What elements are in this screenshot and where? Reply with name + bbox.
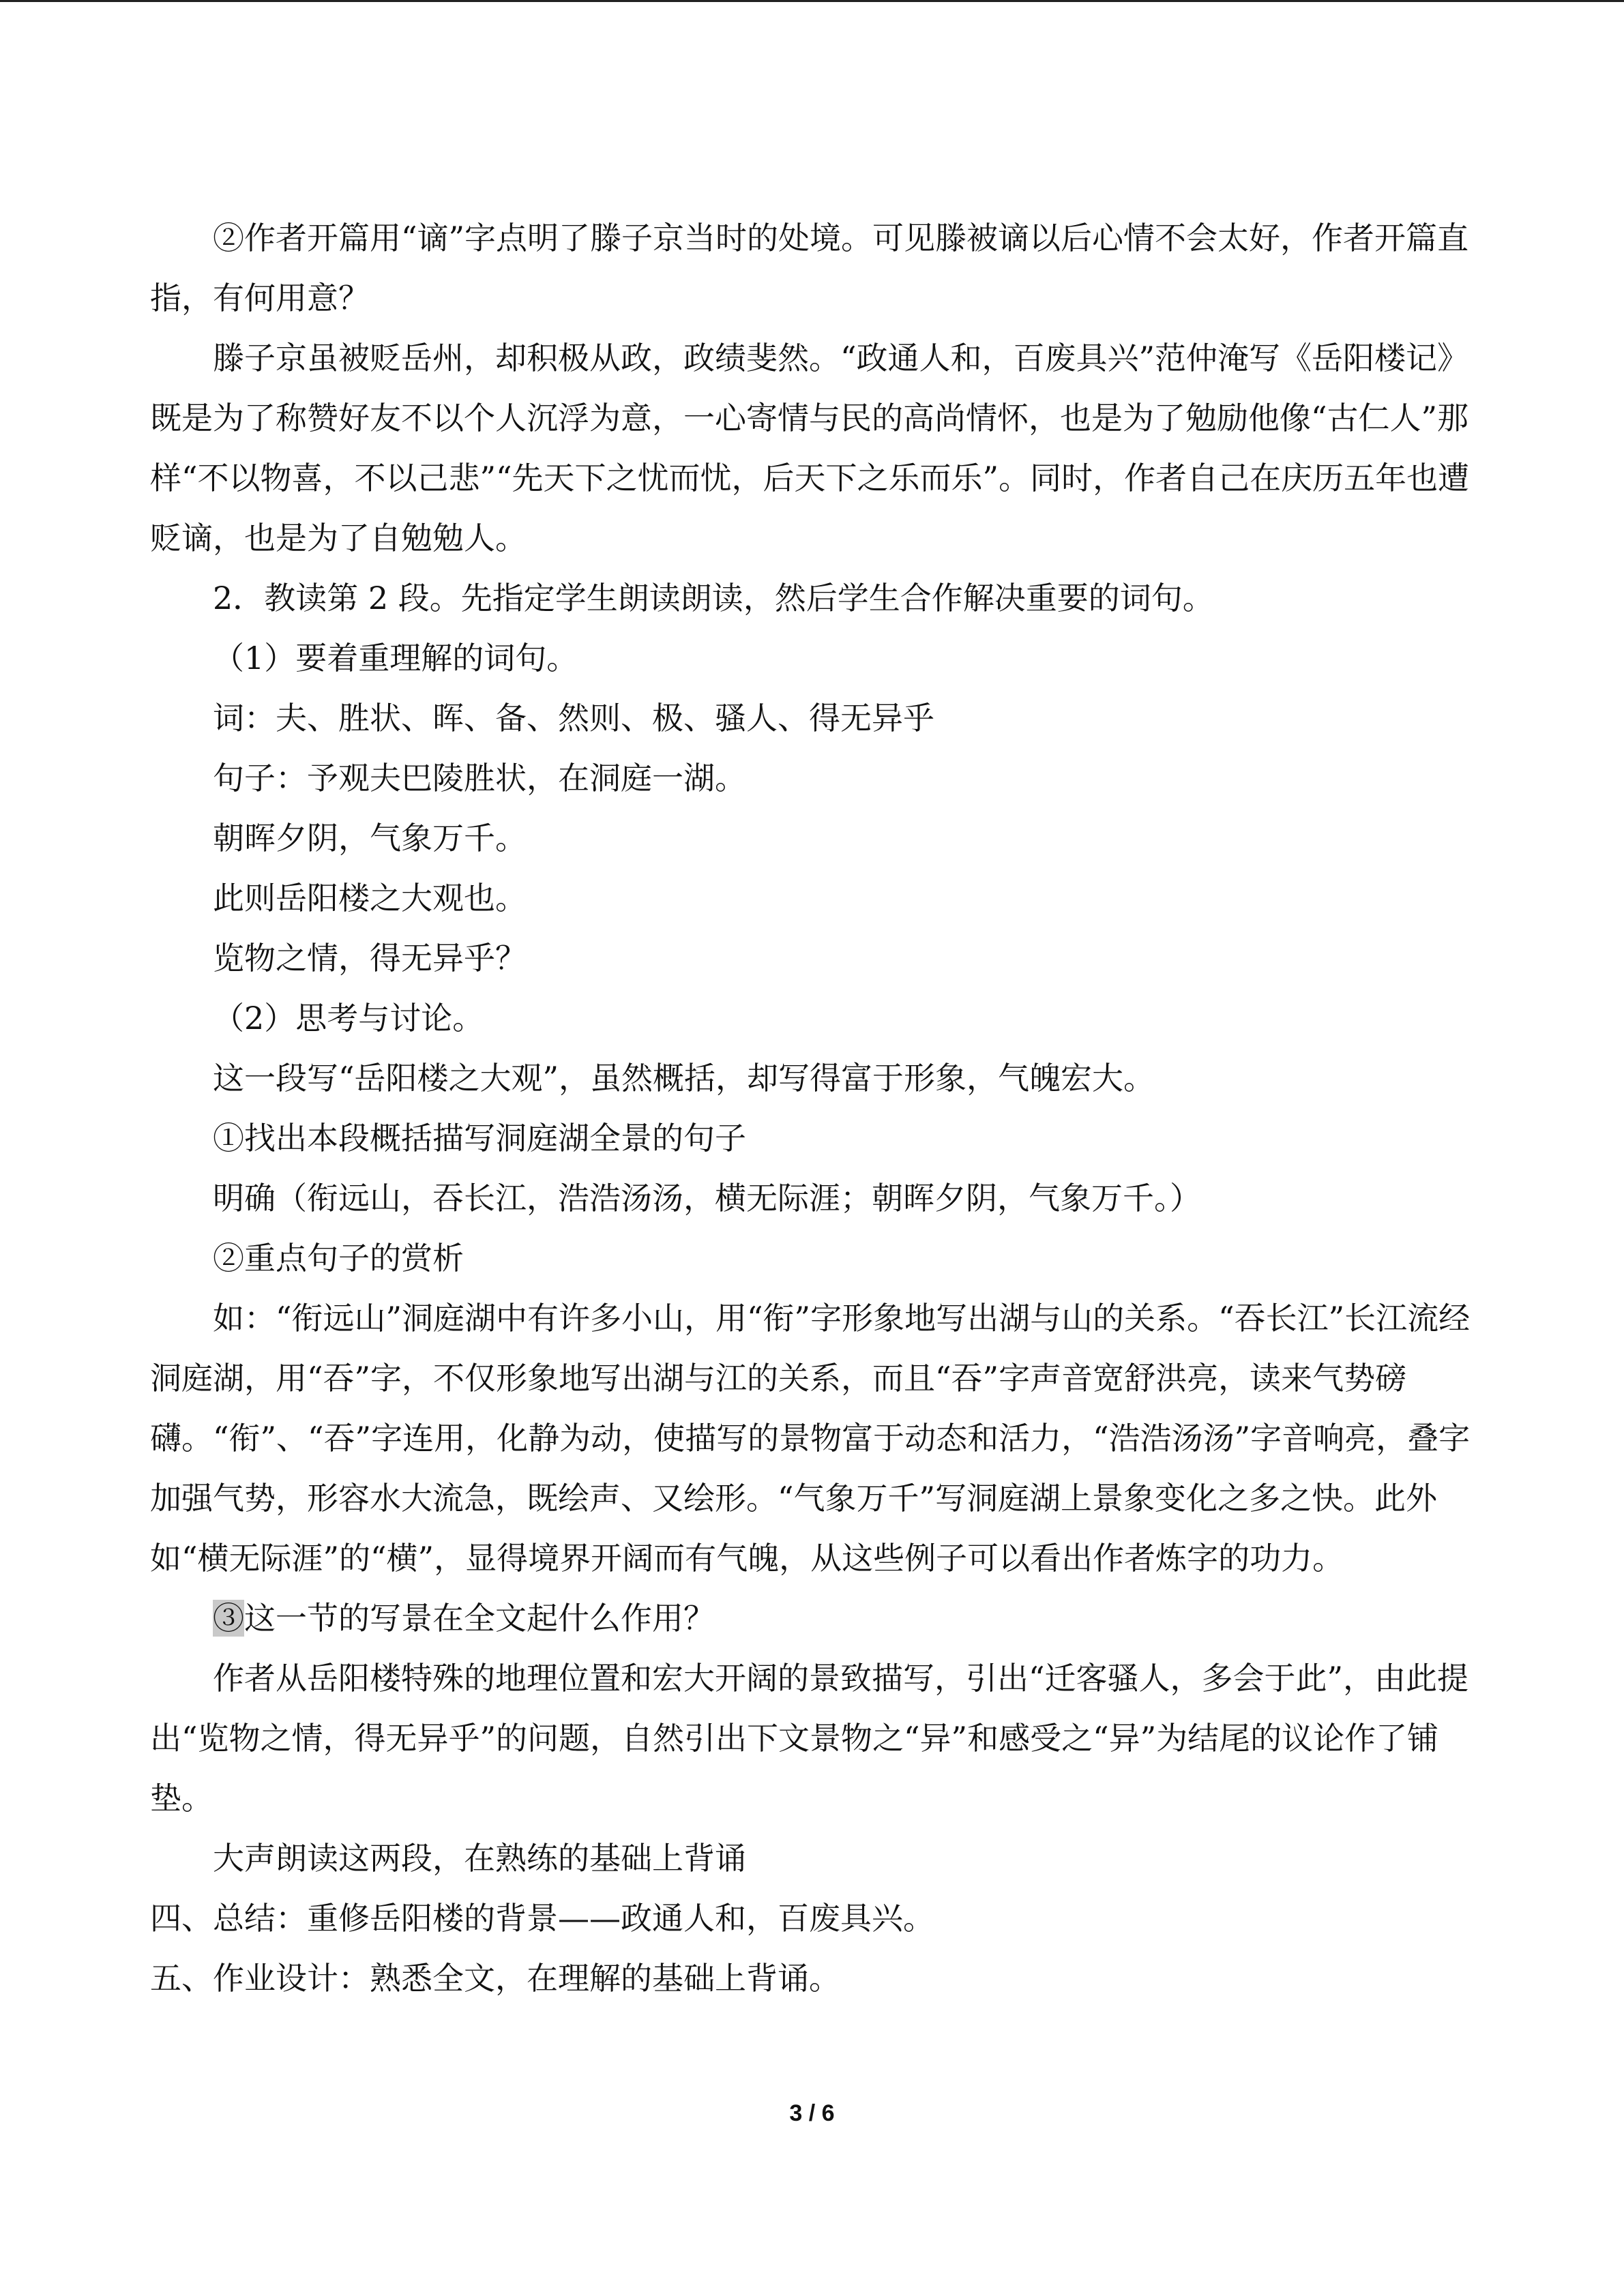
paragraph-sentence-1: 句子：予观夫巴陵胜状，在洞庭一湖。 (213, 760, 746, 796)
paragraph-discussion-intro: 这一段写“岳阳楼之大观”，虽然概括，却写得富于形象，气魄宏大。 (213, 1060, 1155, 1097)
paragraph-key-phrases-heading: （1）要着重理解的词句。 (213, 640, 578, 676)
paragraph-analysis: 如：“衔远山”洞庭湖中有许多小山，用“衔”字形象地写出湖与山的关系。“吞长江”长江流经洞庭湖，用“吞”字，不仅形象地写出湖与江的关系，而且“吞”字声音宽舒洪亮，读来气势磅礴。“衔”、“吞”字连用，化静为动，使描写的景物富于动态和活力，“浩浩汤汤”字音响亮，叠字加强气势，形容水大流急，既绘声、又绘形。“气象万千”写洞庭湖上景象变化之多之快。此外如“横无际涯”的“横”，显得境界开阔而有气魄，从这些例子可以看出作者炼字的功力。 (150, 1300, 1471, 1577)
paragraph-question-1: ①找出本段概括描写洞庭湖全景的句子 (213, 1120, 746, 1157)
page-number: 3 / 6 (789, 2100, 835, 2126)
paragraph-homework: 五、作业设计：熟悉全文，在理解的基础上背诵。 (150, 1960, 840, 1997)
paragraph-answer-3: 作者从岳阳楼特殊的地理位置和宏大开阔的景致描写，引出“迁客骚人，多会于此”，由此提出“览物之情，得无异乎”的问题，自然引出下文景物之“异”和感受之“异”为结尾的议论作了铺垫。 (150, 1660, 1469, 1817)
paragraph-teach-section-2: 2．教读第 2 段。先指定学生朗读朗读，然后学生合作解决重要的词句。 (213, 580, 1214, 616)
paragraph-summary: 四、总结：重修岳阳楼的背景——政通人和，百废具兴。 (150, 1900, 934, 1937)
paragraph-sentence-3: 此则岳阳楼之大观也。 (213, 880, 527, 916)
paragraph-vocabulary: 词：夫、胜状、晖、备、然则、极、骚人、得无异乎 (213, 700, 934, 736)
paragraph-discussion-heading: （2）思考与讨论。 (213, 1000, 484, 1037)
document-body (150, 208, 1473, 2008)
highlighted-number-mark: ③ (213, 1600, 244, 1637)
paragraph-answer-1: 明确（衔远山，吞长江，浩浩汤汤，横无际涯；朝晖夕阴，气象万千。） (213, 1180, 1201, 1217)
paragraph-sentence-2: 朝晖夕阴，气象万千。 (213, 820, 527, 856)
paragraph-teng-zijing-answer: 滕子京虽被贬岳州，却积极从政，政绩斐然。“政通人和，百废具兴”范仲淹写《岳阳楼记》既是为了称赞好友不以个人沉浮为意，一心寄情与民的高尚情怀，也是为了勉励他像“古仁人”那样“不以物喜，不以己悲”“先天下之忧而忧，后天下之乐而乐”。同时，作者自己在庆历五年也遭贬谪，也是为了自勉勉人。 (150, 340, 1470, 556)
paragraph-question-3 (150, 1588, 1473, 1648)
top-border-line (0, 0, 1624, 2)
question-3-text: 这一节的写景在全文起什么作用？ (244, 1600, 715, 1637)
paragraph-question-2: ②重点句子的赏析 (213, 1240, 464, 1277)
paragraph-recite: 大声朗读这两段，在熟练的基础上背诵 (213, 1840, 746, 1877)
paragraph-sentence-4: 览物之情，得无异乎？ (213, 940, 527, 976)
paragraph-author-intent-question: ②作者开篇用“谪”字点明了滕子京当时的处境。可见滕被谪以后心情不会太好，作者开篇直指，有何用意？ (150, 220, 1469, 316)
